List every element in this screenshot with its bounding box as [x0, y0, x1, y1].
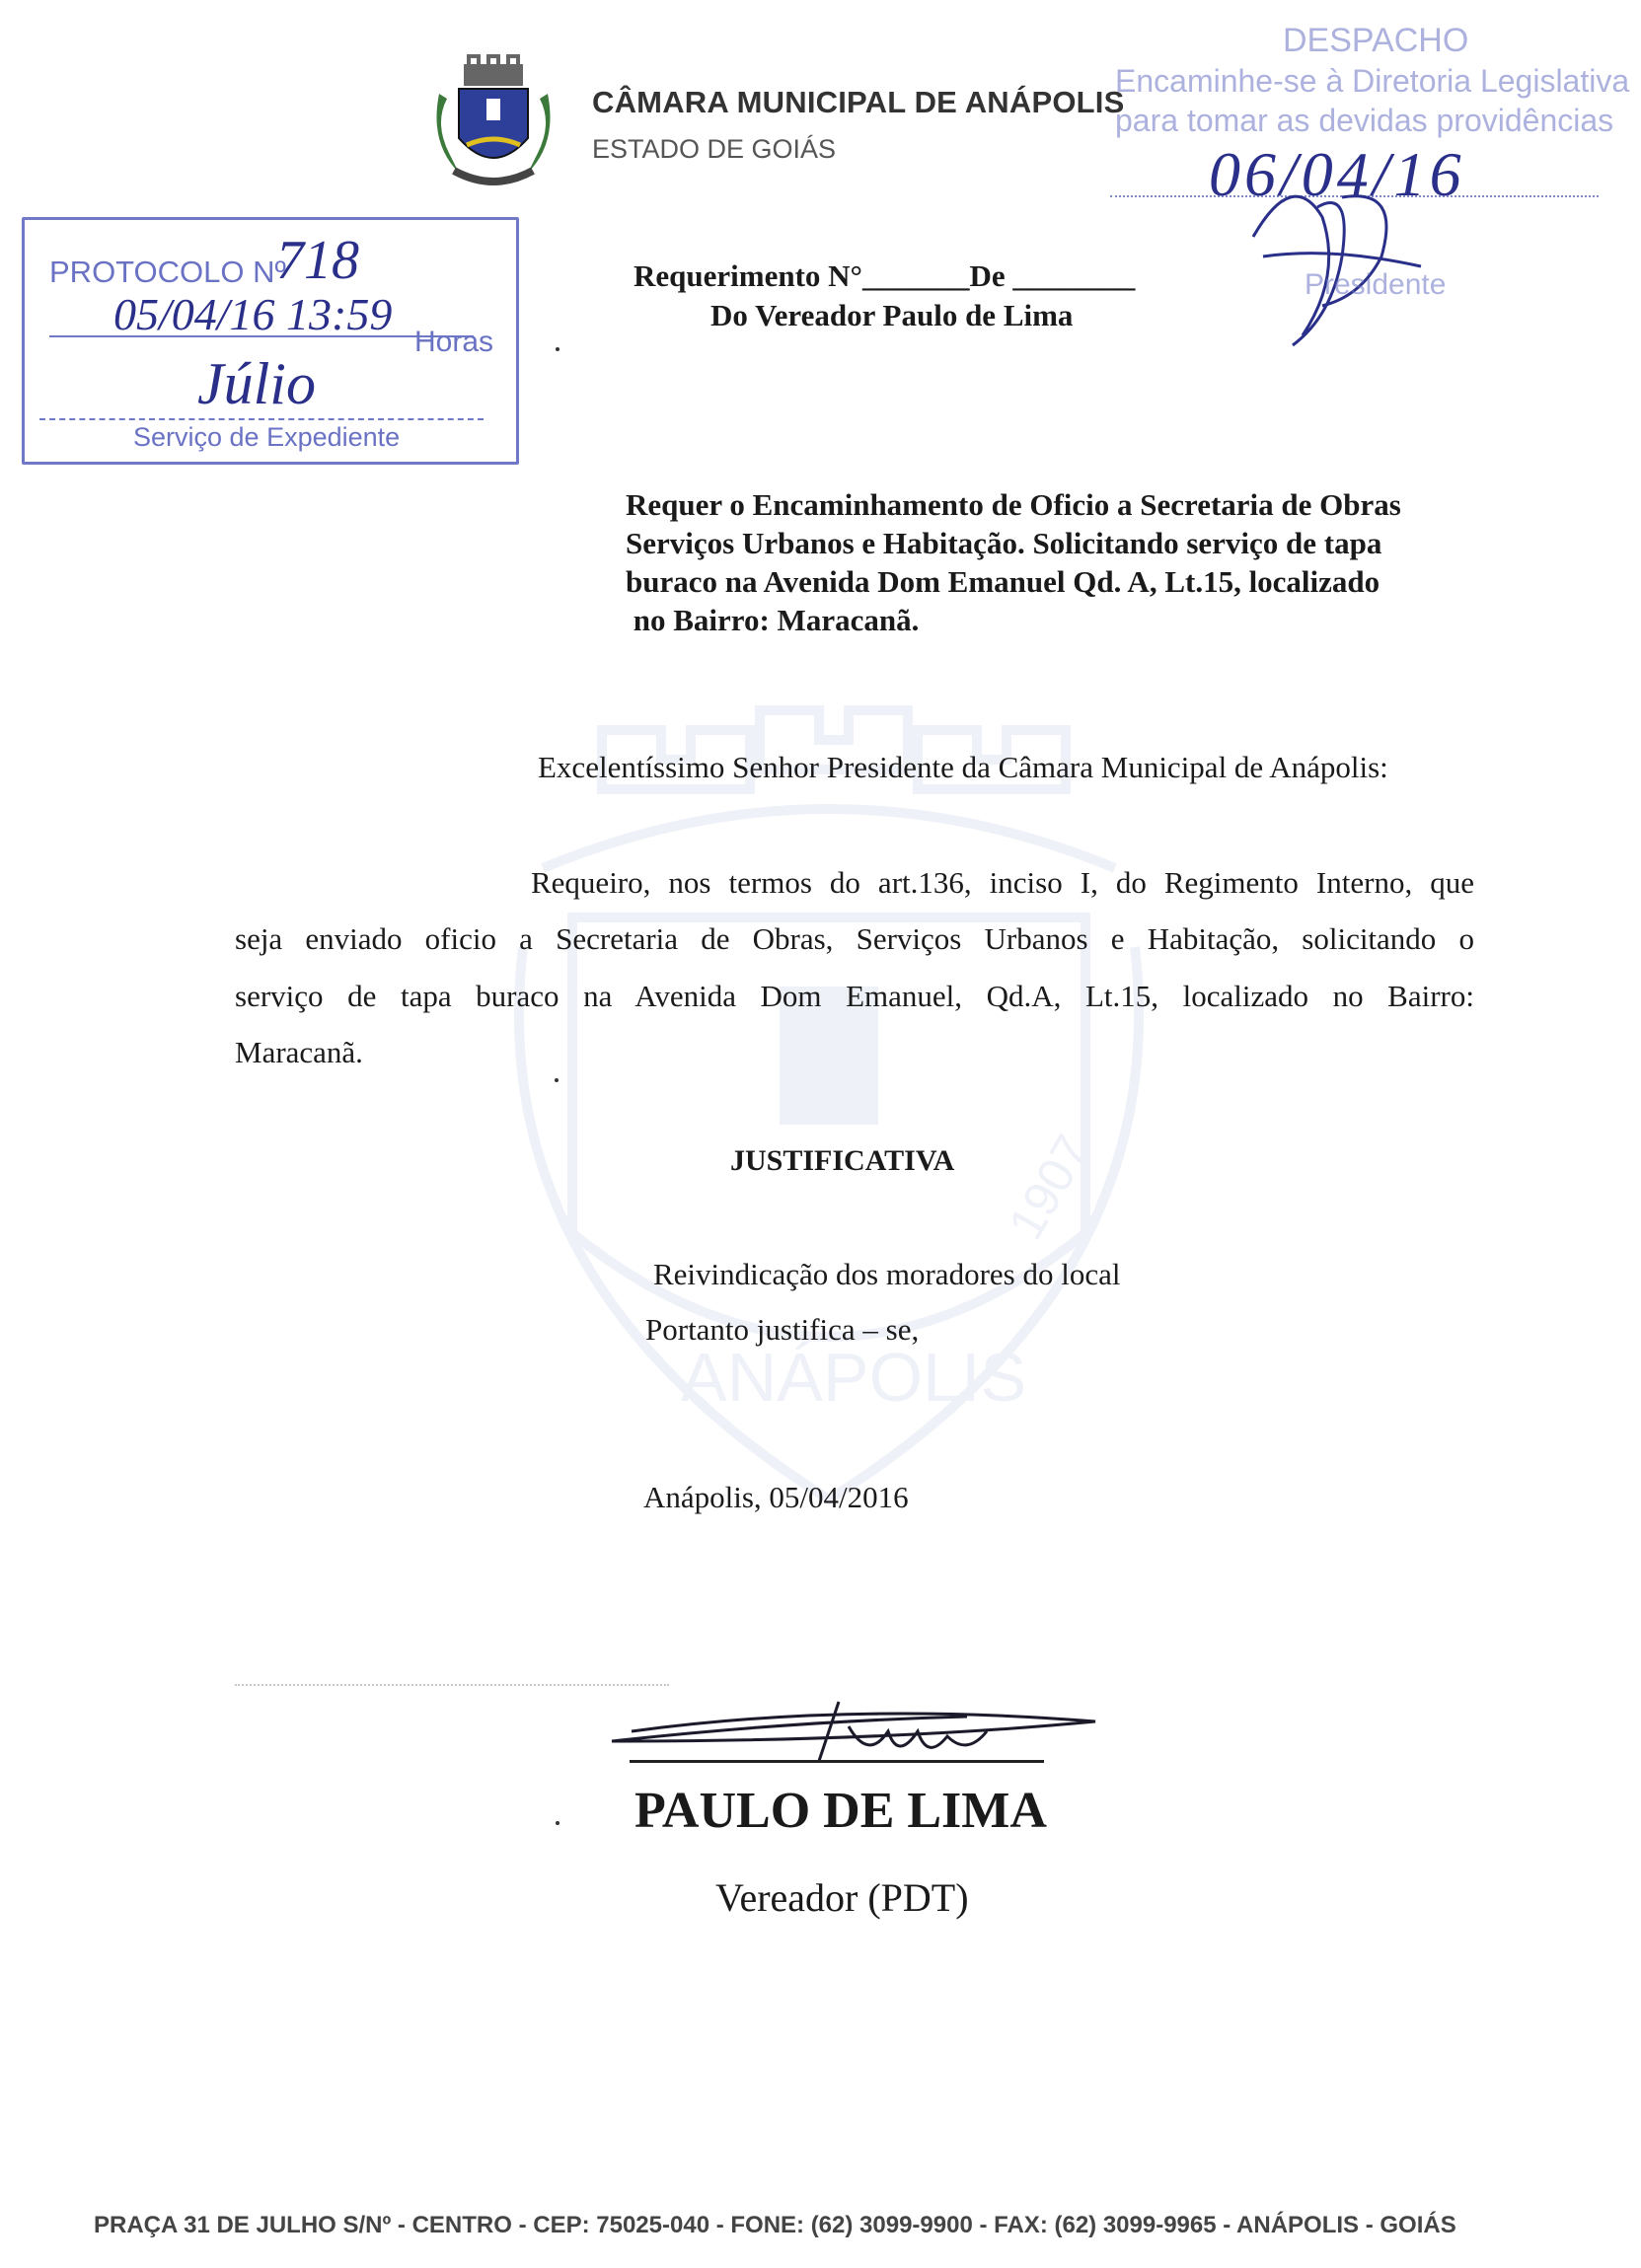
- watermark-year: 1907: [998, 1126, 1101, 1249]
- request-body: [235, 854, 1474, 1080]
- protocol-signature: Júlio: [197, 351, 316, 416]
- header-subtitle: ESTADO DE GOIÁS: [592, 134, 837, 164]
- despacho-date: 06/04/16: [1209, 139, 1465, 209]
- scan-speck: [555, 1078, 559, 1082]
- protocol-label: PROTOCOLO Nº: [49, 255, 286, 289]
- request-summary: [626, 485, 1514, 639]
- watermark-text: ANÁPOLIS: [681, 1339, 1027, 1416]
- body-line: serviço de tapa buraco na Avenida Dom Emanuel, Qd.A, Lt.15, localizado no Bairro:: [235, 978, 1474, 1013]
- summary-line: no Bairro: Maracanã.: [626, 603, 920, 637]
- footer-address: PRAÇA 31 DE JULHO S/Nº - CENTRO - CEP: 75025-040 - FONE: (62) 3099-9900 - FAX: (62) 3099-9965 - ANÁPOLIS - GOIÁS: [94, 2212, 1456, 2238]
- protocol-hours-label: Horas: [414, 326, 494, 358]
- signature-rule: [630, 1760, 1044, 1763]
- watermark-crest: [484, 691, 1174, 1539]
- president-signature: [1233, 158, 1431, 355]
- header-title: CÂMARA MUNICIPAL DE ANÁPOLIS: [592, 85, 1125, 119]
- justification-line: Portanto justifica – se,: [645, 1312, 920, 1347]
- signer-role: Vereador (PDT): [715, 1875, 969, 1920]
- body-line: Requeiro, nos termos do art.136, inciso I, do Regimento Interno, que: [531, 865, 1474, 900]
- signer-signature: [592, 1682, 1105, 1781]
- scan-speck: [556, 347, 559, 351]
- justification-heading: JUSTIFICATIVA: [730, 1144, 955, 1177]
- summary-line: buraco na Avenida Dom Emanuel Qd. A, Lt.15, localizado: [626, 564, 1380, 599]
- body-line: seja enviado oficio a Secretaria de Obras, Serviços Urbanos e Habitação, solicitando o: [235, 921, 1474, 957]
- justification-line: Reivindicação dos moradores do local: [653, 1257, 1121, 1291]
- protocol-service-label: Serviço de Expediente: [133, 422, 401, 452]
- despacho-stamp-line1: Encaminhe-se à Diretoria Legislativa: [1115, 63, 1630, 99]
- municipal-crest-icon: [419, 54, 567, 192]
- body-line: Maracanã.: [235, 1034, 363, 1069]
- summary-line: Serviços Urbanos e Habitação. Solicitando serviço de tapa: [626, 526, 1382, 560]
- protocol-datetime: 05/04/16 13:59: [113, 289, 393, 339]
- protocol-signature-rule: [39, 418, 484, 420]
- request-author-line: Do Vereador Paulo de Lima: [710, 298, 1074, 332]
- despacho-president-label: Presidente: [1305, 268, 1447, 301]
- place-date: Anápolis, 05/04/2016: [643, 1480, 909, 1514]
- despacho-stamp-title: DESPACHO: [1283, 22, 1469, 59]
- salutation: Excelentíssimo Senhor Presidente da Câmara Municipal de Anápolis:: [538, 750, 1388, 784]
- protocol-number: 718: [276, 230, 359, 291]
- request-number-line: Requerimento N°_______De ________: [634, 258, 1136, 293]
- despacho-stamp-line2: para tomar as devidas providências: [1115, 103, 1614, 138]
- signer-name: PAULO DE LIMA: [634, 1783, 1047, 1839]
- scan-speck: [556, 1821, 559, 1825]
- summary-line: Requer o Encaminhamento de Oficio a Secretaria de Obras: [626, 487, 1401, 522]
